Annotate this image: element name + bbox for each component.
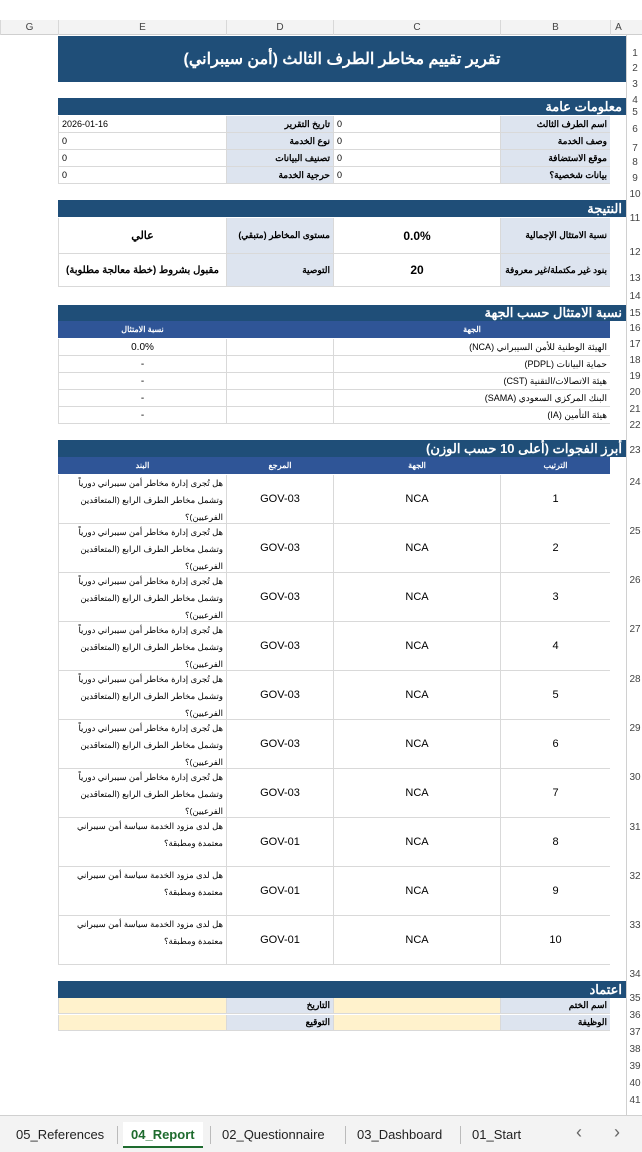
row-number[interactable]: 7 (632, 143, 638, 154)
gap-rank: 2 (500, 524, 610, 573)
tab-separator (117, 1126, 118, 1144)
row-number[interactable]: 22 (629, 420, 641, 431)
gap-reference: GOV-03 (226, 720, 333, 769)
section-approval-heading: اعتماد (58, 981, 626, 998)
gap-item: هل تُجرى إدارة مخاطر أمن سيبراني دورياً وتشمل مخاطر الطرف الرابع (المتعاقدين الفرعيين)؟ (58, 475, 226, 524)
gap-rank: 3 (500, 573, 610, 622)
gap-item: هل تُجرى إدارة مخاطر أمن سيبراني دورياً وتشمل مخاطر الطرف الرابع (المتعاقدين الفرعيين)؟ (58, 622, 226, 671)
entity-name: هيئة الاتصالات/التقنية (CST) (333, 373, 610, 390)
gap-entity: NCA (333, 573, 500, 622)
gap-rank: 7 (500, 769, 610, 818)
signature-label: التوقيع (226, 1015, 333, 1031)
row-number[interactable]: 37 (629, 1027, 641, 1038)
row-number[interactable]: 28 (629, 674, 641, 685)
entity-rate[interactable]: - (58, 407, 226, 424)
row-number[interactable]: 3 (632, 79, 638, 90)
row-number[interactable]: 10 (629, 189, 641, 200)
entity-blank (226, 339, 333, 356)
general-label: تاريخ التقرير (226, 116, 333, 133)
row-number[interactable]: 1 (632, 48, 638, 59)
gap-item: هل تُجرى إدارة مخاطر أمن سيبراني دورياً وتشمل مخاطر الطرف الرابع (المتعاقدين الفرعيين)؟ (58, 720, 226, 769)
general-label: اسم الطرف الثالث (500, 116, 610, 133)
gap-reference: GOV-03 (226, 769, 333, 818)
row-number[interactable]: 41 (629, 1095, 641, 1106)
entity-rate[interactable]: - (58, 356, 226, 373)
row-number[interactable]: 18 (629, 355, 641, 366)
row-number[interactable]: 23 (629, 445, 641, 456)
gap-entity: NCA (333, 867, 500, 916)
entity-column-header: الجهة (333, 321, 610, 338)
gap-item: هل تُجرى إدارة مخاطر أمن سيبراني دورياً وتشمل مخاطر الطرف الرابع (المتعاقدين الفرعيين)؟ (58, 769, 226, 818)
row-number[interactable]: 12 (629, 247, 641, 258)
entity-blank (226, 390, 333, 407)
row-number[interactable]: 33 (629, 920, 641, 931)
general-value[interactable]: 0 (333, 133, 500, 150)
row-number[interactable]: 30 (629, 772, 641, 783)
column-header-b[interactable]: B (500, 20, 610, 35)
entity-name: هيئة التأمين (IA) (333, 407, 610, 424)
entity-rate[interactable]: - (58, 373, 226, 390)
column-header-g[interactable]: G (0, 20, 58, 35)
entity-name: البنك المركزي السعودي (SAMA) (333, 390, 610, 407)
gap-rank-header: الترتيب (500, 457, 610, 474)
gap-item: هل تُجرى إدارة مخاطر أمن سيبراني دورياً وتشمل مخاطر الطرف الرابع (المتعاقدين الفرعيين)؟ (58, 573, 226, 622)
section-general-heading: معلومات عامة (58, 98, 626, 115)
rate-column-header: نسبة الامتثال (58, 321, 226, 338)
tab-05-references[interactable]: 05_References (16, 1127, 105, 1142)
gap-reference: GOV-03 (226, 622, 333, 671)
compliance-label: نسبة الامتثال الإجمالية (500, 218, 610, 254)
row-number[interactable]: 32 (629, 871, 641, 882)
gap-item-header: البند (58, 457, 226, 474)
date-input[interactable] (58, 998, 226, 1014)
gap-rank: 4 (500, 622, 610, 671)
row-number[interactable]: 19 (629, 371, 641, 382)
column-header-c[interactable]: C (333, 20, 500, 35)
gap-entity: NCA (333, 720, 500, 769)
entity-rate[interactable]: 0.0% (58, 339, 226, 356)
gap-rank: 10 (500, 916, 610, 965)
entity-name: الهيئة الوطنية للأمن السيبراني (NCA) (333, 339, 610, 356)
row-number[interactable]: 16 (629, 323, 641, 334)
date-label: التاريخ (226, 998, 333, 1014)
incomplete-items-label: بنود غير مكتملة/غير معروفة (500, 254, 610, 287)
gap-entity: NCA (333, 475, 500, 524)
gap-entity: NCA (333, 818, 500, 867)
row-number[interactable]: 25 (629, 526, 641, 537)
gap-ref-header: المرجع (226, 457, 333, 474)
gap-rank: 8 (500, 818, 610, 867)
gap-reference: GOV-01 (226, 916, 333, 965)
row-number[interactable]: 20 (629, 387, 641, 398)
row-number[interactable]: 15 (629, 308, 641, 319)
row-number[interactable]: 27 (629, 624, 641, 635)
incomplete-items-value[interactable]: 20 (333, 254, 500, 287)
tab-01-start[interactable]: 01_Start (472, 1127, 522, 1142)
row-number[interactable]: 13 (629, 273, 641, 284)
scroll-tabs-right-icon[interactable]: › (614, 1122, 620, 1142)
row-number[interactable]: 4 (632, 95, 638, 106)
tab-separator (460, 1126, 461, 1144)
entity-rate[interactable]: - (58, 390, 226, 407)
section-by-entity-heading: نسبة الامتثال حسب الجهة (58, 305, 626, 321)
gap-reference: GOV-03 (226, 524, 333, 573)
gap-entity: NCA (333, 916, 500, 965)
column-headers (0, 20, 642, 35)
compliance-value[interactable]: 0.0% (333, 218, 500, 254)
recommendation-value[interactable]: مقبول بشروط (خطة معالجة مطلوبة) (58, 254, 226, 287)
general-value[interactable]: 0 (333, 150, 500, 167)
column-header-d[interactable]: D (226, 20, 333, 35)
row-number[interactable]: 17 (629, 339, 641, 350)
stamp-name-input[interactable] (333, 998, 500, 1014)
gap-entity: NCA (333, 671, 500, 720)
risk-value[interactable]: عالي (58, 218, 226, 254)
general-label: بيانات شخصية؟ (500, 167, 610, 184)
gap-entity: NCA (333, 524, 500, 573)
general-label: حرجية الخدمة (226, 167, 333, 184)
row-number[interactable]: 21 (629, 404, 641, 415)
tab-separator (210, 1126, 211, 1144)
general-value[interactable]: 0 (333, 167, 500, 184)
gap-entity: NCA (333, 622, 500, 671)
recommendation-label: التوصية (226, 254, 333, 287)
entity-blank (226, 373, 333, 390)
general-label: نوع الخدمة (226, 133, 333, 150)
row-number[interactable]: 9 (632, 173, 638, 184)
gap-rank: 1 (500, 475, 610, 524)
gap-reference: GOV-01 (226, 867, 333, 916)
row-number[interactable]: 29 (629, 723, 641, 734)
row-number[interactable]: 11 (629, 213, 641, 224)
gap-entity: NCA (333, 769, 500, 818)
general-value[interactable]: 0 (333, 116, 500, 133)
section-gaps-heading: أبرز الفجوات (أعلى 10 حسب الوزن) (58, 440, 626, 457)
scroll-tabs-left-icon[interactable]: ‹ (576, 1122, 582, 1142)
row-number[interactable]: 24 (629, 477, 641, 488)
gap-item: هل تُجرى إدارة مخاطر أمن سيبراني دورياً وتشمل مخاطر الطرف الرابع (المتعاقدين الفرعيين)؟ (58, 671, 226, 720)
general-value[interactable]: 2026-01-16 (58, 116, 226, 133)
row-number[interactable]: 35 (629, 993, 641, 1004)
row-number[interactable]: 36 (629, 1010, 641, 1021)
row-number[interactable]: 31 (629, 822, 641, 833)
column-header-e[interactable]: E (58, 20, 226, 35)
general-label: تصنيف البيانات (226, 150, 333, 167)
tab-03-dashboard[interactable]: 03_Dashboard (357, 1127, 443, 1142)
tab-02-questionnaire[interactable]: 02_Questionnaire (222, 1127, 325, 1142)
row-number[interactable]: 40 (629, 1078, 641, 1089)
row-headers (626, 35, 642, 1115)
tab-separator (345, 1126, 346, 1144)
gap-item: هل لدى مزود الخدمة سياسة أمن سيبراني معتمدة ومطبقة؟ (58, 916, 226, 965)
gap-rank: 6 (500, 720, 610, 769)
row-number[interactable]: 34 (629, 969, 641, 980)
sheet-tab-bar (0, 1115, 642, 1152)
report-title: تقرير تقييم مخاطر الطرف الثالث (أمن سيبراني) (58, 36, 626, 82)
position-input[interactable] (333, 1015, 500, 1031)
general-value[interactable]: 0 (58, 133, 226, 150)
row-number[interactable]: 14 (629, 291, 641, 302)
entity-blank (226, 407, 333, 424)
general-value[interactable]: 0 (58, 150, 226, 167)
row-number[interactable]: 6 (632, 124, 638, 135)
section-result-heading: النتيجة (58, 200, 626, 217)
general-label: موقع الاستضافة (500, 150, 610, 167)
gap-item: هل لدى مزود الخدمة سياسة أمن سيبراني معتمدة ومطبقة؟ (58, 818, 226, 867)
entity-blank-header (226, 321, 333, 338)
row-number[interactable]: 38 (629, 1044, 641, 1055)
general-value[interactable]: 0 (58, 167, 226, 184)
gap-reference: GOV-03 (226, 573, 333, 622)
entity-name: حماية البيانات (PDPL) (333, 356, 610, 373)
row-number[interactable]: 8 (632, 157, 638, 168)
row-number[interactable]: 2 (632, 63, 638, 74)
gap-reference: GOV-03 (226, 671, 333, 720)
entity-blank (226, 356, 333, 373)
gap-rank: 5 (500, 671, 610, 720)
position-label: الوظيفة (500, 1015, 610, 1031)
column-header-a[interactable]: A (610, 20, 626, 35)
gap-entity-header: الجهة (333, 457, 500, 474)
gap-reference: GOV-01 (226, 818, 333, 867)
gap-rank: 9 (500, 867, 610, 916)
signature-input[interactable] (58, 1015, 226, 1031)
gap-reference: GOV-03 (226, 475, 333, 524)
tab-04-report[interactable]: 04_Report (123, 1122, 203, 1148)
row-number[interactable]: 5 (632, 107, 638, 118)
gap-item: هل لدى مزود الخدمة سياسة أمن سيبراني معتمدة ومطبقة؟ (58, 867, 226, 916)
gap-item: هل تُجرى إدارة مخاطر أمن سيبراني دورياً وتشمل مخاطر الطرف الرابع (المتعاقدين الفرعيين)؟ (58, 524, 226, 573)
row-number[interactable]: 39 (629, 1061, 641, 1072)
risk-label: مستوى المخاطر (متبقي) (226, 218, 333, 254)
stamp-name-label: اسم الختم (500, 998, 610, 1014)
row-number[interactable]: 26 (629, 575, 641, 586)
general-label: وصف الخدمة (500, 133, 610, 150)
